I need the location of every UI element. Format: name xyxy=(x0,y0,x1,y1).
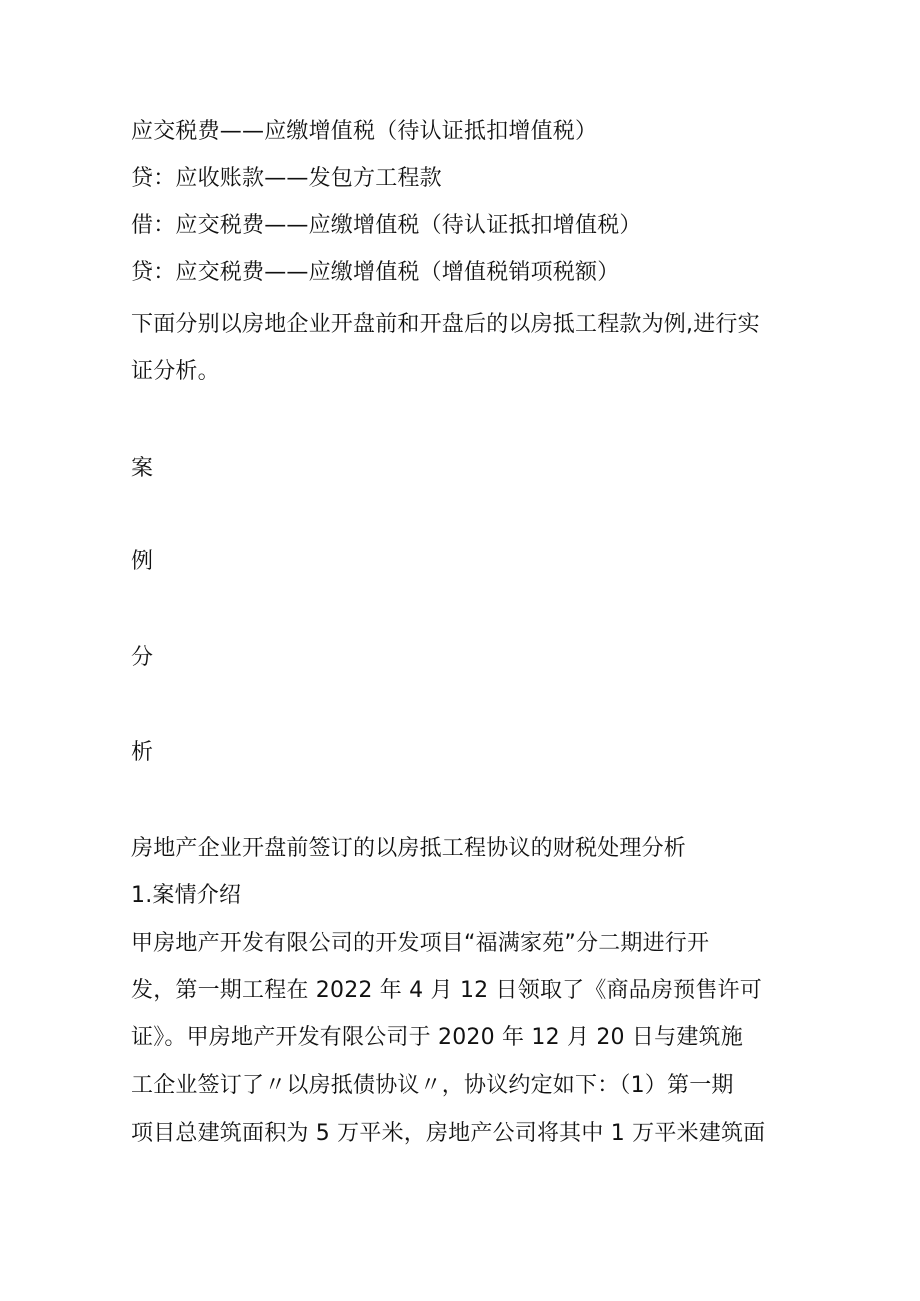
intro-line-2: 证分析。 xyxy=(131,359,220,384)
case-line-4: 工企业签订了〃以房抵债协议〃，协议约定如下：（1）第一期 xyxy=(131,1073,734,1098)
case-line-5: 项目总建筑面积为 5 万平米，房地产公司将其中 1 万平米建筑面 xyxy=(131,1121,766,1146)
case-line-2: 发，第一期工程在 2022 年 4 月 12 日领取了《商品房预售许可 xyxy=(131,978,762,1003)
vertical-heading-char-1: 案 xyxy=(131,456,154,481)
section-title: 房地产企业开盘前签订的以房抵工程协议的财税处理分析 xyxy=(131,836,687,861)
vertical-heading-char-4: 析 xyxy=(131,740,154,765)
case-line-1: 甲房地产开发有限公司的开发项目“福满家苑”分二期进行开 xyxy=(131,931,710,956)
entry-line-1: 应交税费——应缴增值税（待认证抵扣增值税） xyxy=(131,119,598,144)
vertical-heading-char-3: 分 xyxy=(131,645,154,670)
intro-line-1: 下面分别以房地企业开盘前和开盘后的以房抵工程款为例,进行实 xyxy=(131,312,760,337)
vertical-heading-char-2: 例 xyxy=(131,549,154,574)
subsection-title: 1.案情介绍 xyxy=(131,883,242,908)
entry-line-2: 贷：应收账款——发包方工程款 xyxy=(131,166,442,191)
entry-line-3: 借：应交税费——应缴增值税（待认证抵扣增值税） xyxy=(131,213,642,238)
case-line-3: 证》。甲房地产开发有限公司于 2020 年 12 月 20 日与建筑施 xyxy=(131,1025,743,1050)
entry-line-4: 贷：应交税费——应缴增值税（增值税销项税额） xyxy=(131,260,620,285)
